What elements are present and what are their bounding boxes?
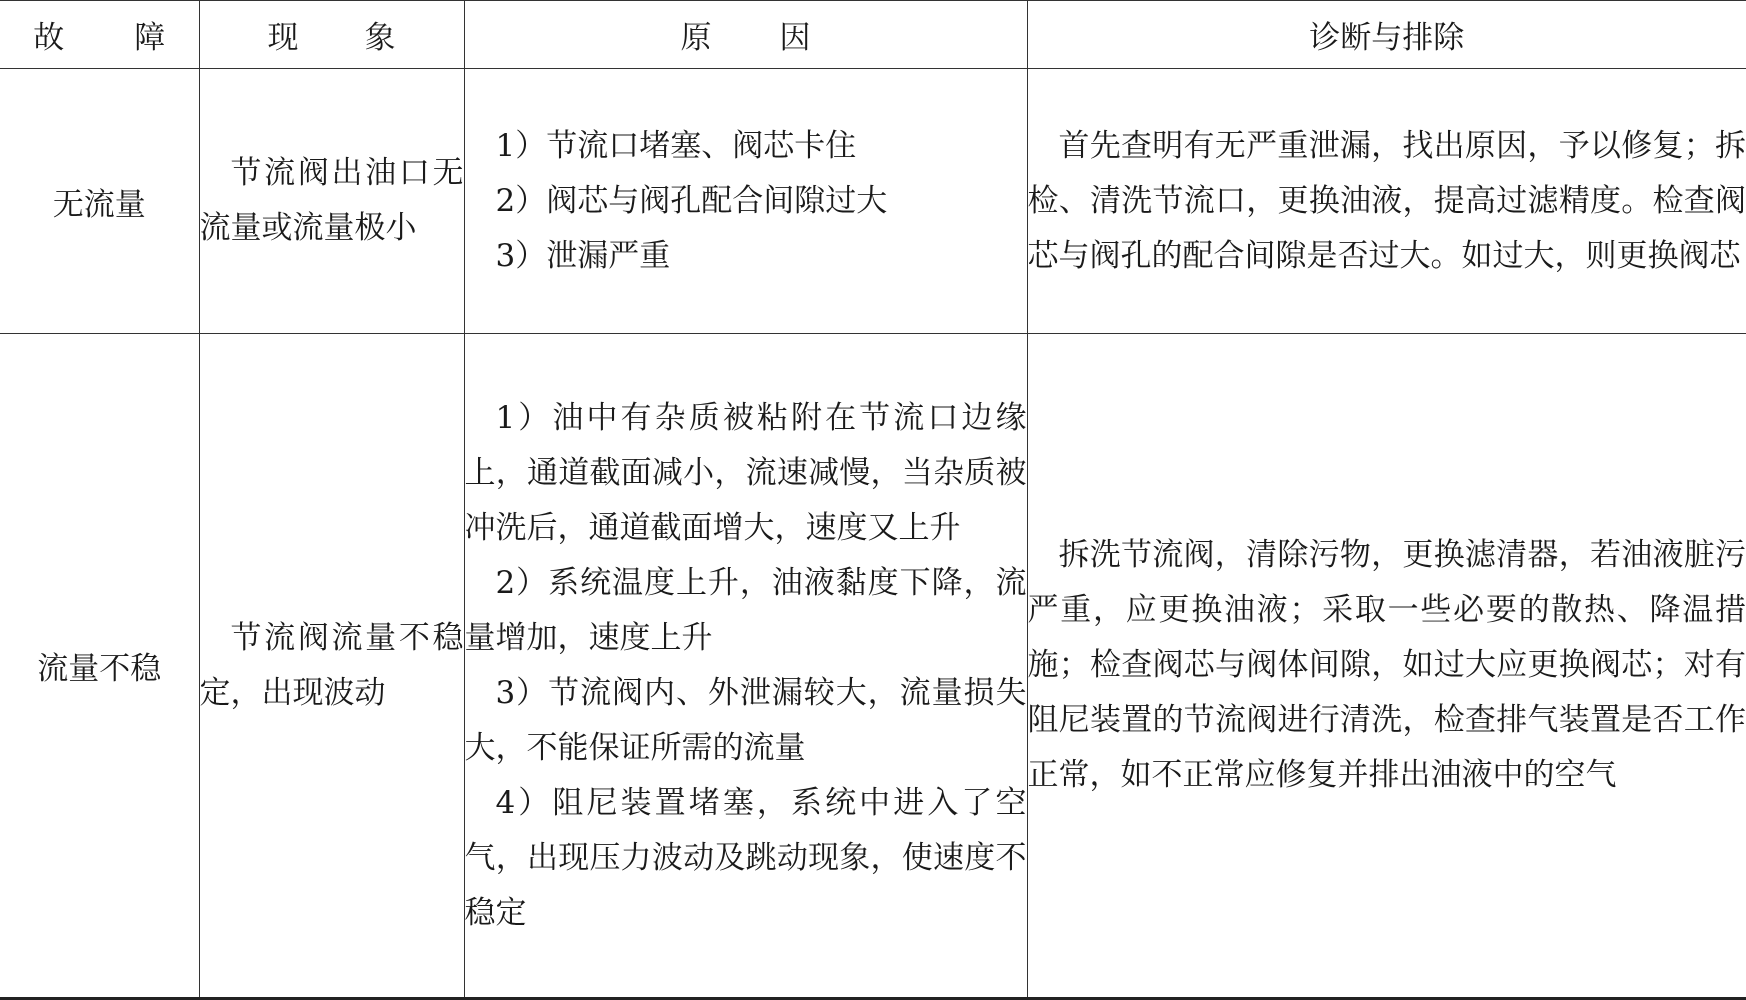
table-row [0,69,1746,334]
header-fault-label: 故 障 [33,12,165,57]
fault-text: 无流量 [53,187,146,223]
diagnosis-text: 拆洗节流阀，清除污物，更换滤清器，若油液脏污严重，应更换油液；采取一些必要的散热、降温措施；检查阀芯与阀体间隙，如过大应更换阀芯；对有阻尼装置的节流阀进行清洗，检查排气装置是否工作正常，如不正常应修复并排出油液中的空气 [1028,528,1746,803]
header-phenomenon [199,1,464,69]
phenomenon-cell [199,334,464,999]
cause-cell [464,334,1027,999]
cause-cell [464,69,1027,334]
cause-item: 3）泄漏严重 [465,229,1027,284]
phenomenon-text: 节流阀出油口无流量或流量极小 [200,146,464,256]
diagnosis-text: 首先查明有无严重泄漏，找出原因，予以修复；拆检、清洗节流口，更换油液，提高过滤精度。检查阀芯与阀孔的配合间隙是否过大。如过大，则更换阀芯 [1028,119,1746,284]
cause-item: 1）节流口堵塞、阀芯卡住 [465,119,1027,174]
fault-cell [0,69,199,334]
header-fault [0,1,199,69]
table-row [0,334,1746,999]
header-diagnosis-label: 诊断与排除 [1309,20,1464,56]
header-phenomenon-label: 现 象 [268,12,396,57]
fault-cell [0,334,199,999]
cause-item: 1）油中有杂质被粘附在节流口边缘上，通道截面减小，流速减慢，当杂质被冲洗后，通道截面增大，速度又上升 [465,391,1027,556]
diagnosis-cell [1027,334,1746,999]
cause-item: 2）阀芯与阀孔配合间隙过大 [465,174,1027,229]
header-cause-label: 原 因 [681,12,811,57]
fault-text: 流量不稳 [37,651,161,687]
table-header-row [0,1,1746,69]
cause-item: 3）节流阀内、外泄漏较大，流量损失大，不能保证所需的流量 [465,666,1027,776]
diagnosis-cell [1027,69,1746,334]
cause-item: 4）阻尼装置堵塞，系统中进入了空气，出现压力波动及跳动现象，使速度不稳定 [465,776,1027,941]
cause-item: 2）系统温度上升，油液黏度下降，流量增加，速度上升 [465,556,1027,666]
phenomenon-text: 节流阀流量不稳定，出现波动 [200,611,464,721]
header-cause [464,1,1027,69]
phenomenon-cell [199,69,464,334]
header-diagnosis [1027,1,1746,69]
